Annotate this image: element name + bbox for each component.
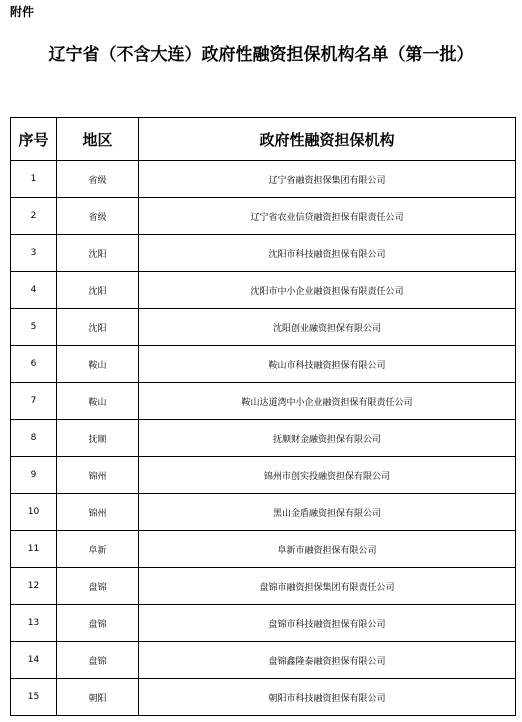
row-org: 辽宁省农业信贷融资担保有限责任公司: [139, 198, 516, 235]
row-no: 14: [11, 642, 57, 679]
row-region: 盘锦: [57, 642, 139, 679]
document-title: 辽宁省（不含大连）政府性融资担保机构名单（第一批）: [48, 45, 474, 65]
guarantee-institutions-table: [10, 117, 516, 716]
table-row: [11, 309, 516, 346]
row-org: 朝阳市科技融资担保有限公司: [139, 679, 516, 716]
row-org: 沈阳市科技融资担保有限公司: [139, 235, 516, 272]
header-region: 地区: [57, 118, 139, 161]
row-region: 沈阳: [57, 272, 139, 309]
row-org: 锦州市创实投融资担保有限公司: [139, 457, 516, 494]
row-org: 盘锦市融资担保集团有限责任公司: [139, 568, 516, 605]
row-org: 黑山金盾融资担保有限公司: [139, 494, 516, 531]
row-org: 鞍山市科技融资担保有限公司: [139, 346, 516, 383]
row-region: 锦州: [57, 457, 139, 494]
attachment-label: 附件: [10, 5, 35, 19]
row-org: 沈阳市中小企业融资担保有限责任公司: [139, 272, 516, 309]
table-row: [11, 420, 516, 457]
row-org: 盘锦市科技融资担保有限公司: [139, 605, 516, 642]
row-region: 鞍山: [57, 383, 139, 420]
row-no: 3: [11, 235, 57, 272]
row-no: 2: [11, 198, 57, 235]
row-org: 辽宁省融资担保集团有限公司: [139, 161, 516, 198]
row-no: 7: [11, 383, 57, 420]
row-no: 15: [11, 679, 57, 716]
row-org: 鞍山达道湾中小企业融资担保有限责任公司: [139, 383, 516, 420]
row-org: 盘锦鑫隆泰融资担保有限公司: [139, 642, 516, 679]
table-row: [11, 605, 516, 642]
row-region: 抚顺: [57, 420, 139, 457]
row-region: 沈阳: [57, 309, 139, 346]
row-region: 朝阳: [57, 679, 139, 716]
table-row: [11, 531, 516, 568]
table-row: [11, 383, 516, 420]
row-no: 8: [11, 420, 57, 457]
table-row: [11, 346, 516, 383]
row-no: 9: [11, 457, 57, 494]
row-region: 锦州: [57, 494, 139, 531]
row-no: 13: [11, 605, 57, 642]
table-row: [11, 235, 516, 272]
header-no: 序号: [11, 118, 57, 161]
table-row: [11, 494, 516, 531]
table-row: [11, 457, 516, 494]
table-header-row: [11, 118, 516, 161]
row-region: 阜新: [57, 531, 139, 568]
row-region: 省级: [57, 161, 139, 198]
row-region: 沈阳: [57, 235, 139, 272]
row-region: 盘锦: [57, 605, 139, 642]
row-no: 6: [11, 346, 57, 383]
table-row: [11, 198, 516, 235]
row-no: 4: [11, 272, 57, 309]
row-region: 鞍山: [57, 346, 139, 383]
row-no: 12: [11, 568, 57, 605]
table-row: [11, 161, 516, 198]
row-org: 阜新市融资担保有限公司: [139, 531, 516, 568]
table-row: [11, 642, 516, 679]
row-org: 沈阳创业融资担保有限公司: [139, 309, 516, 346]
header-org: 政府性融资担保机构: [139, 118, 516, 161]
row-no: 10: [11, 494, 57, 531]
row-no: 11: [11, 531, 57, 568]
row-region: 盘锦: [57, 568, 139, 605]
row-region: 省级: [57, 198, 139, 235]
row-no: 5: [11, 309, 57, 346]
row-no: 1: [11, 161, 57, 198]
table-row: [11, 679, 516, 716]
row-org: 抚顺财金融资担保有限公司: [139, 420, 516, 457]
table-row: [11, 272, 516, 309]
table-row: [11, 568, 516, 605]
